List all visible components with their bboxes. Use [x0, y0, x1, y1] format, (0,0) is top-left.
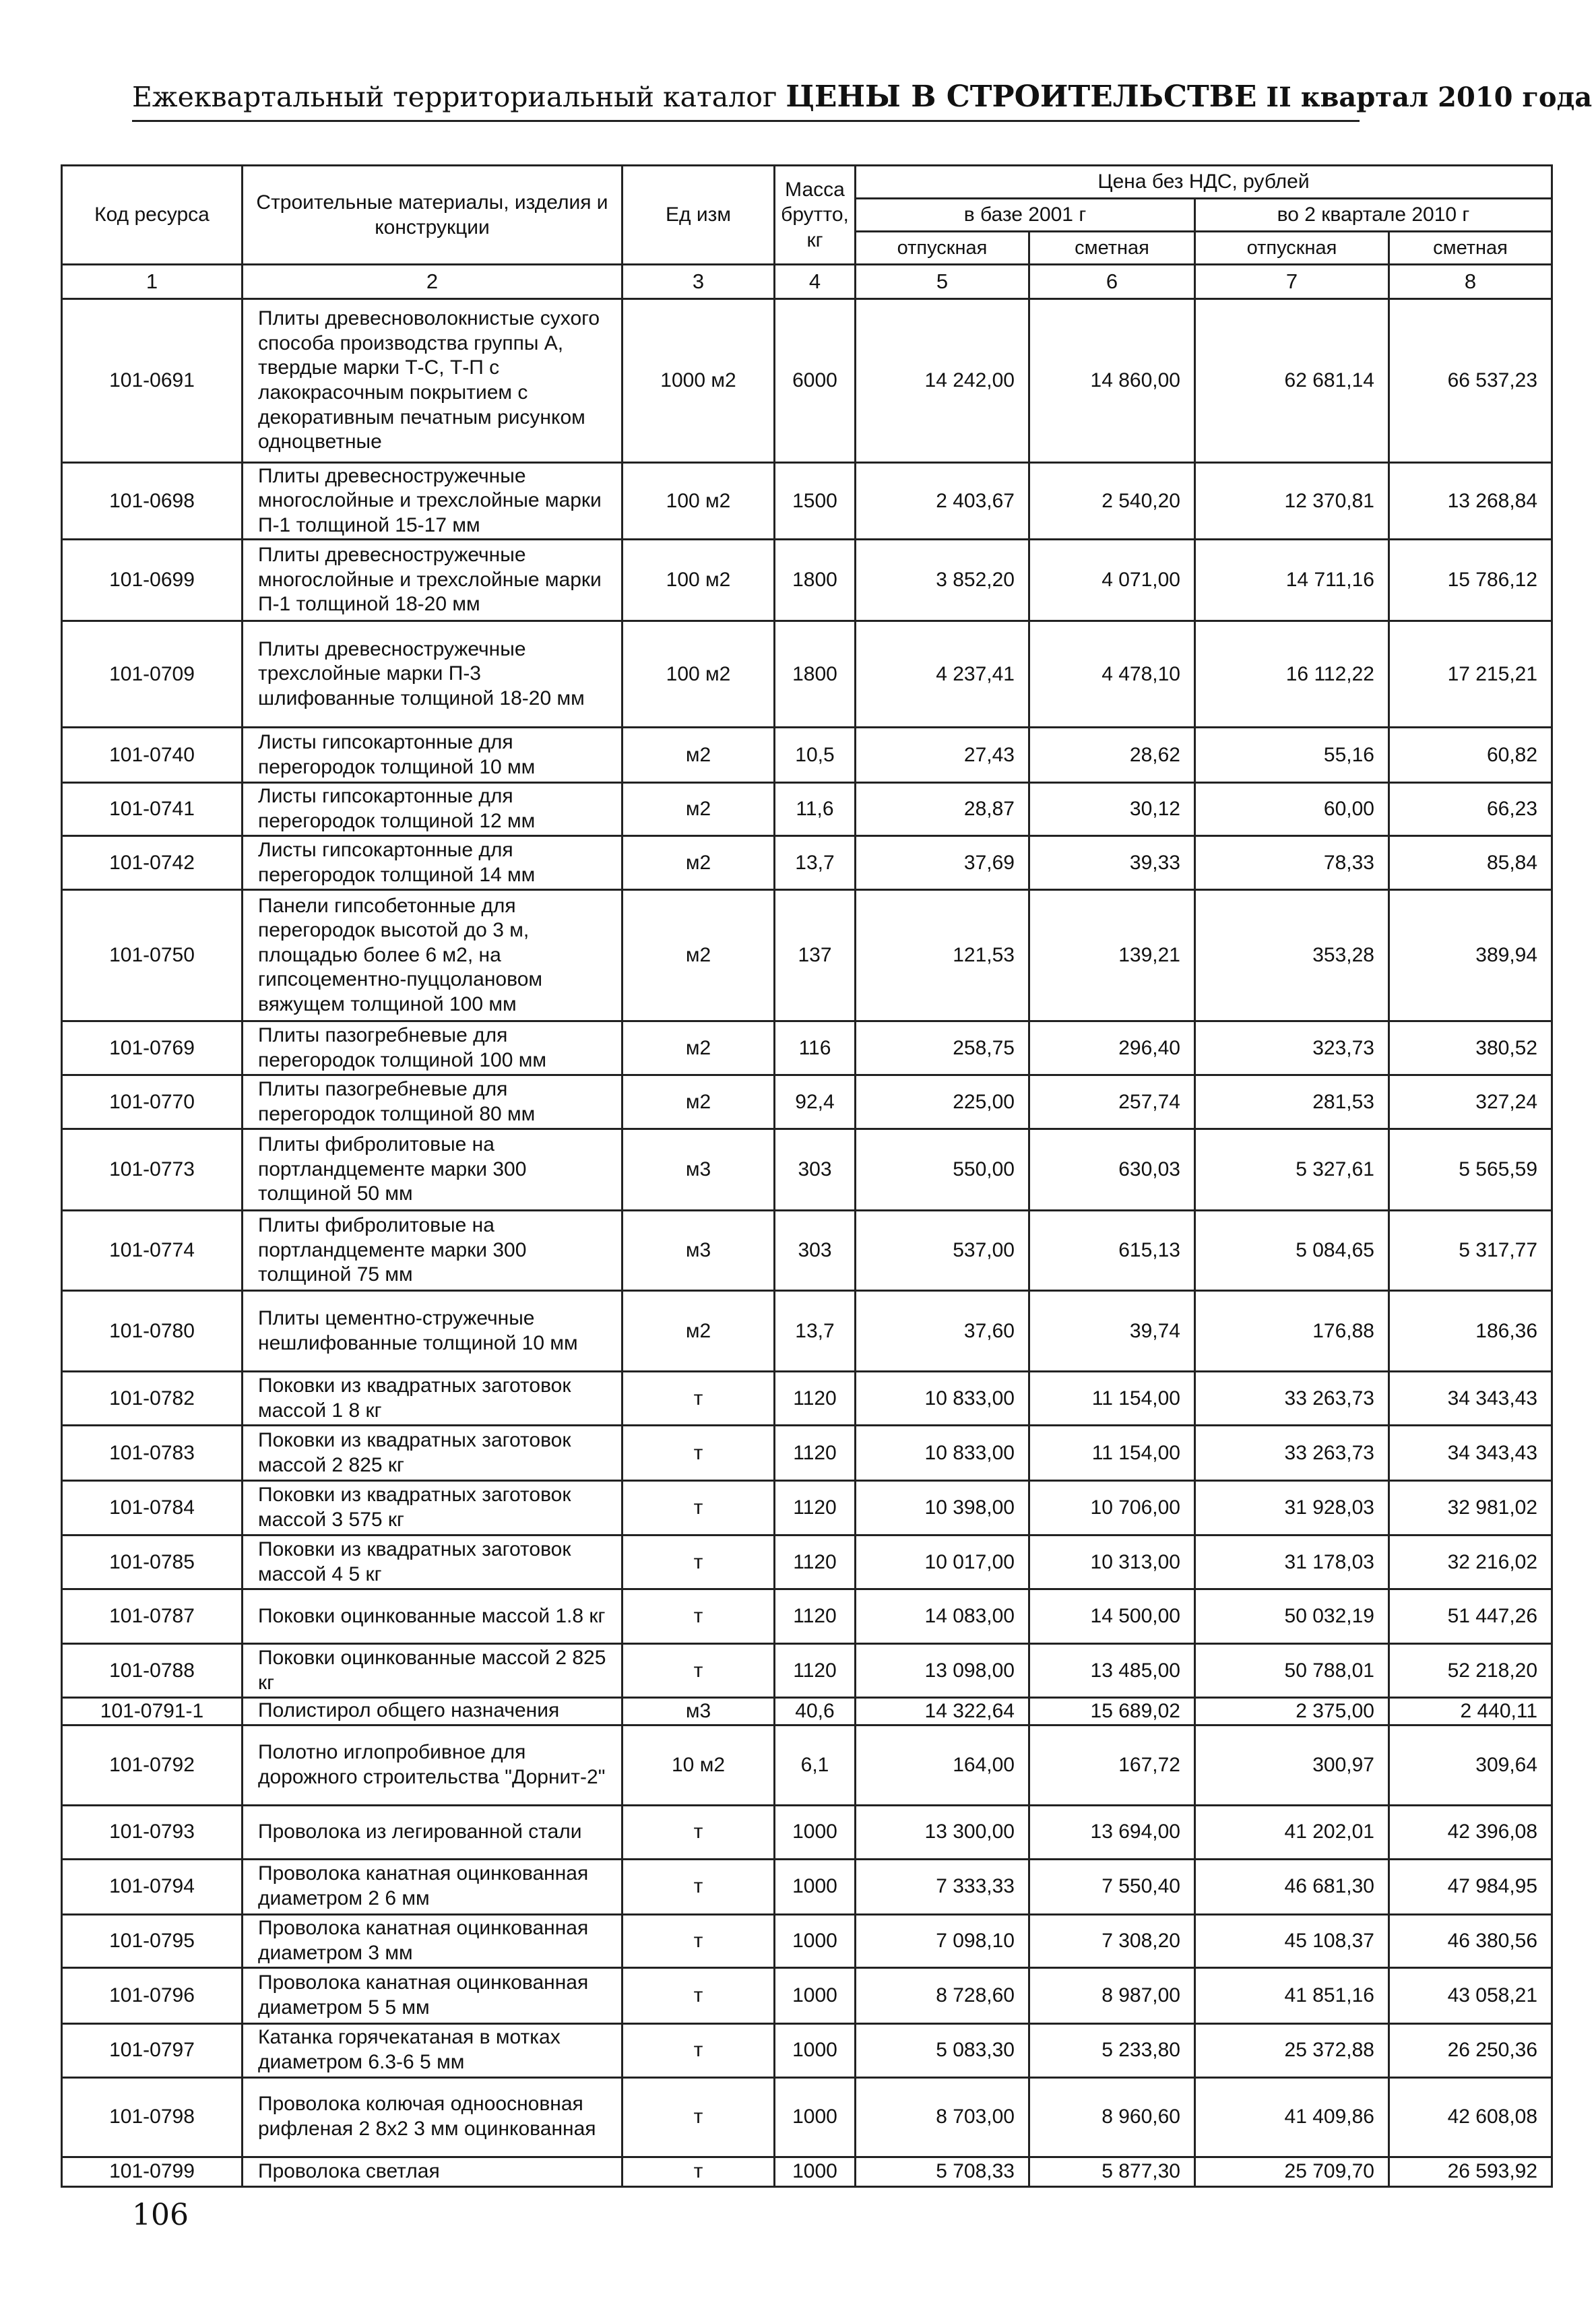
gross-mass: 6000 [775, 299, 856, 463]
table-row [62, 2157, 1552, 2186]
table-row [62, 1372, 1552, 1426]
unit-of-measure: м2 [623, 783, 775, 836]
base-estimate-price: 5 233,80 [1029, 2023, 1195, 2077]
column-number: 7 [1195, 265, 1389, 299]
current-estimate-price: 42 396,08 [1389, 1805, 1552, 1859]
table-row [62, 1129, 1552, 1211]
unit-of-measure: т [623, 2023, 775, 2077]
current-estimate-price: 42 608,08 [1389, 2077, 1552, 2157]
base-estimate-price: 8 987,00 [1029, 1967, 1195, 2023]
material-name: Поковки из квадратных заготовок массой 1 8 кг [243, 1372, 623, 1426]
base-release-price: 537,00 [856, 1211, 1029, 1291]
material-name: Катанка горячекатаная в мотках диаметром 6.3-6 5 мм [243, 2023, 623, 2077]
current-estimate-price: 66 537,23 [1389, 299, 1552, 463]
base-release-price: 2 403,67 [856, 463, 1029, 540]
base-estimate-price: 13 694,00 [1029, 1805, 1195, 1859]
current-release-price: 41 409,86 [1195, 2077, 1389, 2157]
material-name: Плиты фибролитовые на портландцементе марки 300 толщиной 50 мм [243, 1129, 623, 1211]
material-name: Листы гипсокартонные для перегородок толщиной 10 мм [243, 728, 623, 783]
unit-of-measure: м2 [623, 836, 775, 890]
base-estimate-price: 296,40 [1029, 1021, 1195, 1075]
unit-of-measure: т [623, 1914, 775, 1967]
unit-of-measure: т [623, 1644, 775, 1698]
base-estimate-price: 139,21 [1029, 890, 1195, 1021]
current-estimate-price: 2 440,11 [1389, 1698, 1552, 1726]
unit-of-measure: 100 м2 [623, 463, 775, 540]
unit-of-measure: 1000 м2 [623, 299, 775, 463]
unit-of-measure: т [623, 1536, 775, 1589]
base-release-price: 550,00 [856, 1129, 1029, 1211]
gross-mass: 10,5 [775, 728, 856, 783]
base-estimate-price: 7 308,20 [1029, 1914, 1195, 1967]
current-release-price: 31 178,03 [1195, 1536, 1389, 1589]
unit-of-measure: т [623, 1967, 775, 2023]
table-row [62, 1211, 1552, 1291]
gross-mass: 1000 [775, 1967, 856, 2023]
col-header-base-release: отпускная [856, 232, 1029, 265]
base-release-price: 13 300,00 [856, 1805, 1029, 1859]
gross-mass: 1000 [775, 2023, 856, 2077]
base-release-price: 27,43 [856, 728, 1029, 783]
table-row [62, 1589, 1552, 1644]
current-estimate-price: 327,24 [1389, 1075, 1552, 1129]
catalog-title: ЦЕНЫ В СТРОИТЕЛЬСТВЕ [786, 80, 1257, 114]
material-name: Поковки из квадратных заготовок массой 3 575 кг [243, 1481, 623, 1536]
material-name: Полистирол общего назначения [243, 1698, 623, 1726]
base-estimate-price: 10 706,00 [1029, 1481, 1195, 1536]
resource-code: 101-0792 [62, 1725, 243, 1805]
unit-of-measure: т [623, 2157, 775, 2186]
price-table-body [62, 265, 1552, 2187]
current-estimate-price: 43 058,21 [1389, 1967, 1552, 2023]
base-estimate-price: 5 877,30 [1029, 2157, 1195, 2186]
table-row [62, 1426, 1552, 1481]
current-release-price: 25 709,70 [1195, 2157, 1389, 2186]
resource-code: 101-0741 [62, 783, 243, 836]
gross-mass: 137 [775, 890, 856, 1021]
current-release-price: 12 370,81 [1195, 463, 1389, 540]
material-name: Полотно иглопробивное для дорожного строительства "Дорнит-2" [243, 1725, 623, 1805]
material-name: Проволока канатная оцинкованная диаметром 2 6 мм [243, 1859, 623, 1914]
base-release-price: 258,75 [856, 1021, 1029, 1075]
gross-mass: 1120 [775, 1481, 856, 1536]
column-number: 3 [623, 265, 775, 299]
gross-mass: 13,7 [775, 836, 856, 890]
base-release-price: 10 833,00 [856, 1372, 1029, 1426]
resource-code: 101-0773 [62, 1129, 243, 1211]
resource-code: 101-0709 [62, 621, 243, 728]
base-release-price: 14 242,00 [856, 299, 1029, 463]
base-estimate-price: 7 550,40 [1029, 1859, 1195, 1914]
column-number: 1 [62, 265, 243, 299]
current-release-price: 14 711,16 [1195, 540, 1389, 621]
base-release-price: 14 322,64 [856, 1698, 1029, 1726]
table-row [62, 1698, 1552, 1726]
current-release-price: 323,73 [1195, 1021, 1389, 1075]
base-release-price: 37,60 [856, 1291, 1029, 1372]
material-name: Проволока канатная оцинкованная диаметром 5 5 мм [243, 1967, 623, 2023]
resource-code: 101-0799 [62, 2157, 243, 2186]
base-release-price: 10 017,00 [856, 1536, 1029, 1589]
col-header-current-estimate: сметная [1389, 232, 1552, 265]
current-release-price: 62 681,14 [1195, 299, 1389, 463]
gross-mass: 92,4 [775, 1075, 856, 1129]
resource-code: 101-0691 [62, 299, 243, 463]
column-number-row [62, 265, 1552, 299]
table-row [62, 299, 1552, 463]
current-estimate-price: 52 218,20 [1389, 1644, 1552, 1698]
material-name: Плиты древесноволокнистые сухого способа производства группы А, твердые марки Т-С, Т-П с лакокрасочным покрытием с декоративным печатным рисунком одноцветные [243, 299, 623, 463]
base-estimate-price: 15 689,02 [1029, 1698, 1195, 1726]
base-release-price: 28,87 [856, 783, 1029, 836]
col-header-price: Цена без НДС, рублей [856, 166, 1552, 199]
current-estimate-price: 47 984,95 [1389, 1859, 1552, 1914]
unit-of-measure: м3 [623, 1211, 775, 1291]
unit-of-measure: т [623, 1589, 775, 1644]
resource-code: 101-0793 [62, 1805, 243, 1859]
col-header-code: Код ресурса [62, 166, 243, 265]
unit-of-measure: 10 м2 [623, 1725, 775, 1805]
table-row [62, 621, 1552, 728]
material-name: Поковки оцинкованные массой 2 825 кг [243, 1644, 623, 1698]
base-estimate-price: 30,12 [1029, 783, 1195, 836]
base-estimate-price: 39,33 [1029, 836, 1195, 890]
col-header-current: во 2 квартале 2010 г [1195, 199, 1552, 232]
table-row [62, 1291, 1552, 1372]
current-release-price: 55,16 [1195, 728, 1389, 783]
current-release-price: 353,28 [1195, 890, 1389, 1021]
current-release-price: 5 327,61 [1195, 1129, 1389, 1211]
catalog-quarter: II квартал 2010 года [1256, 82, 1593, 113]
material-name: Поковки из квадратных заготовок массой 2 825 кг [243, 1426, 623, 1481]
base-estimate-price: 630,03 [1029, 1129, 1195, 1211]
current-release-price: 16 112,22 [1195, 621, 1389, 728]
base-estimate-price: 615,13 [1029, 1211, 1195, 1291]
table-row [62, 1914, 1552, 1967]
table-row [62, 1725, 1552, 1805]
base-estimate-price: 8 960,60 [1029, 2077, 1195, 2157]
unit-of-measure: м2 [623, 1075, 775, 1129]
base-estimate-price: 167,72 [1029, 1725, 1195, 1805]
gross-mass: 1000 [775, 1805, 856, 1859]
col-header-current-release: отпускная [1195, 232, 1389, 265]
table-row [62, 836, 1552, 890]
current-estimate-price: 380,52 [1389, 1021, 1552, 1075]
current-estimate-price: 26 250,36 [1389, 2023, 1552, 2077]
gross-mass: 1800 [775, 540, 856, 621]
resource-code: 101-0774 [62, 1211, 243, 1291]
base-release-price: 3 852,20 [856, 540, 1029, 621]
material-name: Листы гипсокартонные для перегородок толщиной 12 мм [243, 783, 623, 836]
material-name: Проволока канатная оцинкованная диаметром 3 мм [243, 1914, 623, 1967]
col-header-mass: Масса брутто, кг [775, 166, 856, 265]
header-rule [132, 120, 1360, 122]
column-number: 5 [856, 265, 1029, 299]
base-release-price: 164,00 [856, 1725, 1029, 1805]
current-release-price: 281,53 [1195, 1075, 1389, 1129]
resource-code: 101-0797 [62, 2023, 243, 2077]
gross-mass: 1120 [775, 1644, 856, 1698]
current-estimate-price: 5 565,59 [1389, 1129, 1552, 1211]
current-estimate-price: 309,64 [1389, 1725, 1552, 1805]
resource-code: 101-0795 [62, 1914, 243, 1967]
resource-code: 101-0740 [62, 728, 243, 783]
unit-of-measure: м2 [623, 1291, 775, 1372]
base-release-price: 10 398,00 [856, 1481, 1029, 1536]
current-estimate-price: 13 268,84 [1389, 463, 1552, 540]
base-release-price: 7 098,10 [856, 1914, 1029, 1967]
base-estimate-price: 11 154,00 [1029, 1426, 1195, 1481]
resource-code: 101-0796 [62, 1967, 243, 2023]
base-release-price: 5 708,33 [856, 2157, 1029, 2186]
table-row [62, 890, 1552, 1021]
current-release-price: 78,33 [1195, 836, 1389, 890]
gross-mass: 1500 [775, 463, 856, 540]
resource-code: 101-0783 [62, 1426, 243, 1481]
table-row [62, 1021, 1552, 1075]
header-prefix: Ежеквартальный территориальный каталог [132, 81, 786, 113]
table-row [62, 783, 1552, 836]
page-number: 106 [132, 2198, 189, 2232]
unit-of-measure: т [623, 1426, 775, 1481]
base-release-price: 8 728,60 [856, 1967, 1029, 2023]
base-estimate-price: 10 313,00 [1029, 1536, 1195, 1589]
resource-code: 101-0750 [62, 890, 243, 1021]
resource-code: 101-0698 [62, 463, 243, 540]
base-estimate-price: 2 540,20 [1029, 463, 1195, 540]
resource-code: 101-0785 [62, 1536, 243, 1589]
current-release-price: 50 032,19 [1195, 1589, 1389, 1644]
base-estimate-price: 257,74 [1029, 1075, 1195, 1129]
base-release-price: 4 237,41 [856, 621, 1029, 728]
current-estimate-price: 17 215,21 [1389, 621, 1552, 728]
resource-code: 101-0780 [62, 1291, 243, 1372]
current-estimate-price: 186,36 [1389, 1291, 1552, 1372]
current-release-price: 300,97 [1195, 1725, 1389, 1805]
gross-mass: 11,6 [775, 783, 856, 836]
gross-mass: 1000 [775, 2157, 856, 2186]
current-release-price: 50 788,01 [1195, 1644, 1389, 1698]
gross-mass: 303 [775, 1129, 856, 1211]
current-estimate-price: 389,94 [1389, 890, 1552, 1021]
unit-of-measure: т [623, 2077, 775, 2157]
price-table [61, 164, 1553, 2188]
material-name: Плиты древесностружечные многослойные и трехслойные марки П-1 толщиной 15-17 мм [243, 463, 623, 540]
material-name: Плиты фибролитовые на портландцементе марки 300 толщиной 75 мм [243, 1211, 623, 1291]
material-name: Плиты древесностружечные трехслойные марки П-3 шлифованные толщиной 18-20 мм [243, 621, 623, 728]
gross-mass: 1000 [775, 1914, 856, 1967]
table-row [62, 1481, 1552, 1536]
base-release-price: 13 098,00 [856, 1644, 1029, 1698]
column-number: 8 [1389, 265, 1552, 299]
unit-of-measure: м2 [623, 728, 775, 783]
column-number: 6 [1029, 265, 1195, 299]
table-row [62, 2023, 1552, 2077]
unit-of-measure: т [623, 1859, 775, 1914]
material-name: Поковки из квадратных заготовок массой 4 5 кг [243, 1536, 623, 1589]
current-estimate-price: 51 447,26 [1389, 1589, 1552, 1644]
current-release-price: 45 108,37 [1195, 1914, 1389, 1967]
current-release-price: 5 084,65 [1195, 1211, 1389, 1291]
material-name: Проволока колючая одноосновная рифленая 2 8х2 3 мм оцинкованная [243, 2077, 623, 2157]
unit-of-measure: м2 [623, 890, 775, 1021]
current-release-price: 46 681,30 [1195, 1859, 1389, 1914]
resource-code: 101-0769 [62, 1021, 243, 1075]
table-row [62, 1536, 1552, 1589]
base-release-price: 121,53 [856, 890, 1029, 1021]
base-release-price: 5 083,30 [856, 2023, 1029, 2077]
gross-mass: 116 [775, 1021, 856, 1075]
column-number: 2 [243, 265, 623, 299]
current-release-price: 60,00 [1195, 783, 1389, 836]
table-row [62, 1859, 1552, 1914]
base-estimate-price: 39,74 [1029, 1291, 1195, 1372]
current-release-price: 31 928,03 [1195, 1481, 1389, 1536]
gross-mass: 1120 [775, 1589, 856, 1644]
base-estimate-price: 13 485,00 [1029, 1644, 1195, 1698]
base-release-price: 7 333,33 [856, 1859, 1029, 1914]
current-estimate-price: 85,84 [1389, 836, 1552, 890]
col-header-base-estimate: сметная [1029, 232, 1195, 265]
gross-mass: 1000 [775, 1859, 856, 1914]
gross-mass: 1120 [775, 1426, 856, 1481]
base-release-price: 14 083,00 [856, 1589, 1029, 1644]
table-row [62, 1805, 1552, 1859]
col-header-base: в базе 2001 г [856, 199, 1195, 232]
base-release-price: 225,00 [856, 1075, 1029, 1129]
material-name: Листы гипсокартонные для перегородок толщиной 14 мм [243, 836, 623, 890]
table-row [62, 1075, 1552, 1129]
material-name: Плиты пазогребневые для перегородок толщиной 80 мм [243, 1075, 623, 1129]
gross-mass: 1800 [775, 621, 856, 728]
material-name: Проволока светлая [243, 2157, 623, 2186]
table-row [62, 2077, 1552, 2157]
resource-code: 101-0787 [62, 1589, 243, 1644]
gross-mass: 6,1 [775, 1725, 856, 1805]
material-name: Проволока из легированной стали [243, 1805, 623, 1859]
gross-mass: 303 [775, 1211, 856, 1291]
gross-mass: 13,7 [775, 1291, 856, 1372]
base-release-price: 37,69 [856, 836, 1029, 890]
material-name: Плиты цементно-стружечные нешлифованные толщиной 10 мм [243, 1291, 623, 1372]
base-estimate-price: 28,62 [1029, 728, 1195, 783]
resource-code: 101-0770 [62, 1075, 243, 1129]
table-row [62, 728, 1552, 783]
current-release-price: 176,88 [1195, 1291, 1389, 1372]
resource-code: 101-0794 [62, 1859, 243, 1914]
col-header-unit: Ед изм [623, 166, 775, 265]
base-estimate-price: 14 860,00 [1029, 299, 1195, 463]
unit-of-measure: 100 м2 [623, 540, 775, 621]
unit-of-measure: м2 [623, 1021, 775, 1075]
column-number: 4 [775, 265, 856, 299]
material-name: Плиты пазогребневые для перегородок толщиной 100 мм [243, 1021, 623, 1075]
col-header-name: Строительные материалы, изделия и конструкции [243, 166, 623, 265]
gross-mass: 1120 [775, 1536, 856, 1589]
current-release-price: 2 375,00 [1195, 1698, 1389, 1726]
current-estimate-price: 46 380,56 [1389, 1914, 1552, 1967]
material-name: Панели гипсобетонные для перегородок высотой до 3 м, площадью более 6 м2, на гипсоцементно-пуццолановом вяжущем толщиной 100 мм [243, 890, 623, 1021]
unit-of-measure: 100 м2 [623, 621, 775, 728]
gross-mass: 1000 [775, 2077, 856, 2157]
current-estimate-price: 66,23 [1389, 783, 1552, 836]
resource-code: 101-0788 [62, 1644, 243, 1698]
resource-code: 101-0742 [62, 836, 243, 890]
table-row [62, 540, 1552, 621]
base-estimate-price: 4 478,10 [1029, 621, 1195, 728]
table-row [62, 1644, 1552, 1698]
base-estimate-price: 14 500,00 [1029, 1589, 1195, 1644]
material-name: Поковки оцинкованные массой 1.8 кг [243, 1589, 623, 1644]
base-estimate-price: 4 071,00 [1029, 540, 1195, 621]
current-estimate-price: 32 216,02 [1389, 1536, 1552, 1589]
resource-code: 101-0791-1 [62, 1698, 243, 1726]
resource-code: 101-0784 [62, 1481, 243, 1536]
current-release-price: 33 263,73 [1195, 1372, 1389, 1426]
resource-code: 101-0798 [62, 2077, 243, 2157]
table-row [62, 463, 1552, 540]
resource-code: 101-0699 [62, 540, 243, 621]
unit-of-measure: м3 [623, 1129, 775, 1211]
current-estimate-price: 60,82 [1389, 728, 1552, 783]
current-estimate-price: 26 593,92 [1389, 2157, 1552, 2186]
material-name: Плиты древесностружечные многослойные и трехслойные марки П-1 толщиной 18-20 мм [243, 540, 623, 621]
unit-of-measure: т [623, 1481, 775, 1536]
unit-of-measure: т [623, 1372, 775, 1426]
current-release-price: 41 202,01 [1195, 1805, 1389, 1859]
base-release-price: 8 703,00 [856, 2077, 1029, 2157]
gross-mass: 1120 [775, 1372, 856, 1426]
current-release-price: 41 851,16 [1195, 1967, 1389, 2023]
base-release-price: 10 833,00 [856, 1426, 1029, 1481]
current-estimate-price: 15 786,12 [1389, 540, 1552, 621]
page-header [132, 80, 1593, 114]
unit-of-measure: м3 [623, 1698, 775, 1726]
current-release-price: 33 263,73 [1195, 1426, 1389, 1481]
unit-of-measure: т [623, 1805, 775, 1859]
current-estimate-price: 34 343,43 [1389, 1426, 1552, 1481]
current-release-price: 25 372,88 [1195, 2023, 1389, 2077]
table-row [62, 1967, 1552, 2023]
current-estimate-price: 32 981,02 [1389, 1481, 1552, 1536]
current-estimate-price: 5 317,77 [1389, 1211, 1552, 1291]
current-estimate-price: 34 343,43 [1389, 1372, 1552, 1426]
base-estimate-price: 11 154,00 [1029, 1372, 1195, 1426]
gross-mass: 40,6 [775, 1698, 856, 1726]
resource-code: 101-0782 [62, 1372, 243, 1426]
